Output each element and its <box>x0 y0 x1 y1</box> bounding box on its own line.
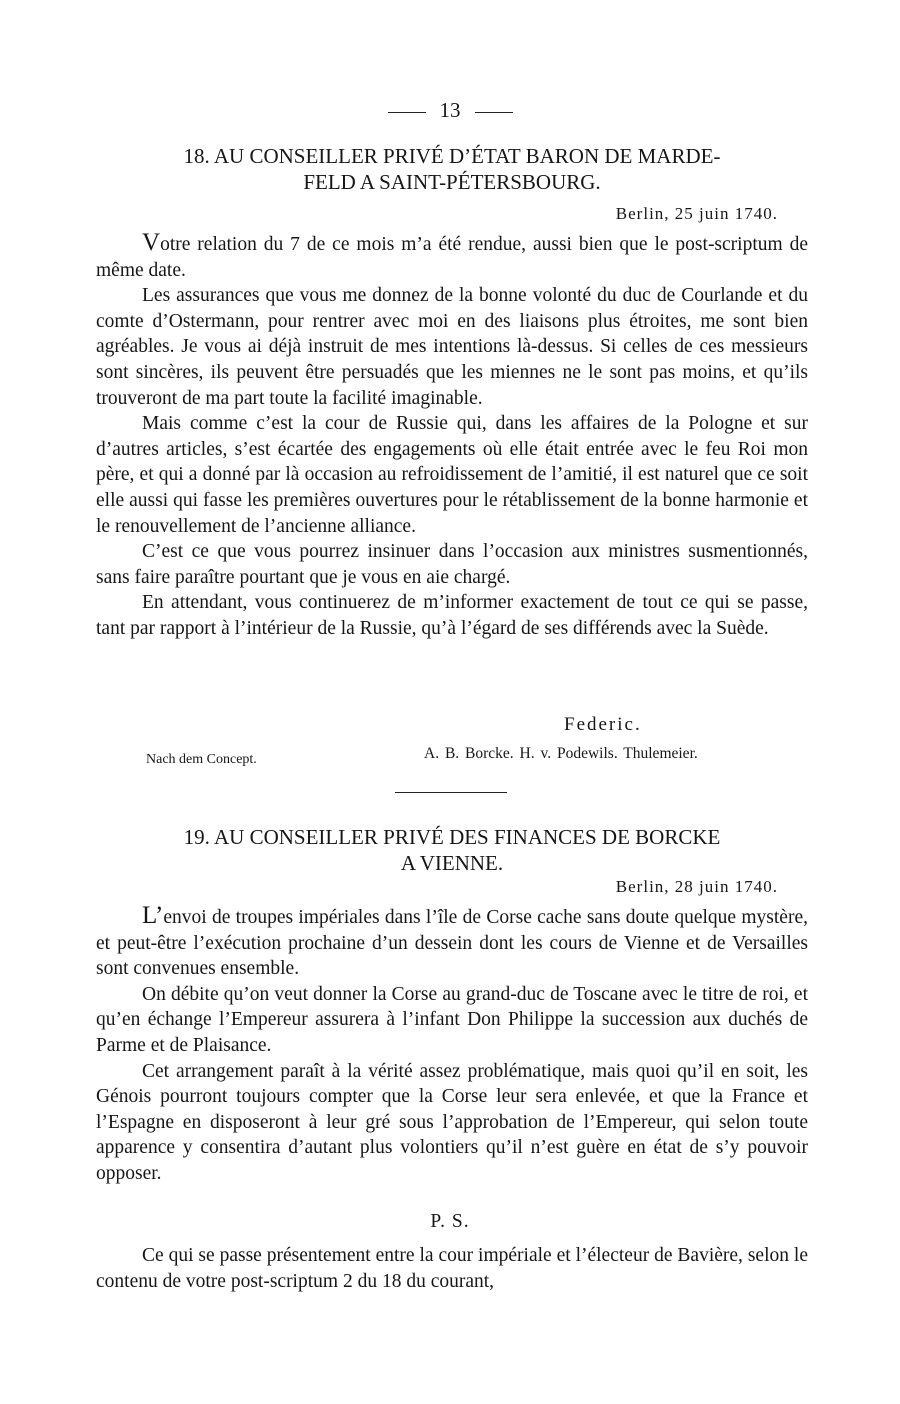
folio-dash-left <box>388 112 426 113</box>
letter-18-paragraph: C’est ce que vous pourrez insinuer dans l’occasion aux ministres susmentionnés, sans faire paraître pourtant que je vous en aie chargé. <box>96 541 808 588</box>
letter-18-body <box>96 230 808 642</box>
letter-19-body <box>96 903 808 1187</box>
letter-19-heading-line2: A VIENNE. <box>400 851 504 875</box>
letter-18-source-note: Nach dem Concept. <box>146 752 257 767</box>
letter-18-paragraph: Votre relation du 7 de ce mois m’a été rendue, aussi bien que le post-scriptum de même date. <box>96 229 808 281</box>
postscript-heading: P. S. <box>430 1211 470 1232</box>
folio-dash-right <box>475 112 513 113</box>
postscript-body <box>96 1243 808 1294</box>
letter-18-heading-line1: 18. AU CONSEILLER PRIVÉ D’ÉTAT BARON DE MARDE- <box>183 144 721 168</box>
letter-19-heading-line1: 19. AU CONSEILLER PRIVÉ DES FINANCES DE BORCKE <box>183 825 721 849</box>
letter-19-date: Berlin, 28 juin 1740. <box>615 877 778 896</box>
letter-18-signature: Federic. <box>564 714 642 735</box>
letter-18-date: Berlin, 25 juin 1740. <box>615 204 778 223</box>
letter-18-paragraph: En attendant, vous continuerez de m’informer exactement de tout ce qui se passe, tant par rapport à l’intérieur de la Russie, qu’à l’égard de ses différends avec la Suède. <box>96 592 808 639</box>
letter-18-paragraph: Les assurances que vous me donnez de la bonne volonté du duc de Courlande et du comte d’Ostermann, pour rentrer avec moi en des liaisons plus étroites, me sont bien agréables. Je vous ai déjà instruit de mes intentions là-dessus. Si celles de ces messieurs sont sincères, ils peuvent être persuadés que les miennes ne le sont pas moins, et qu’ils trouveront de ma part toute la facilité imaginable. <box>96 285 808 409</box>
letter-19-paragraph: L’envoi de troupes impériales dans l’île de Corse cache sans doute quelque mystère, et peut-être l’exécution prochaine d’un dessein dont les cours de Vienne et de Versailles sont convenues ensemble. <box>96 902 808 980</box>
page-number <box>0 96 900 124</box>
section-divider <box>395 792 507 793</box>
letter-19-paragraph: On débite qu’on veut donner la Corse au grand-duc de Toscane avec le titre de roi, et qu’en échange l’Empereur assurera à l’infant Don Philippe la succession aux duchés de Parme et de Plaisance. <box>96 983 808 1056</box>
letter-19-paragraph: Cet arrangement paraît à la vérité assez problématique, mais quoi qu’il en soit, les Génois pourront toujours compter que la Corse leur sera enlevée, et que la France et l’Espagne en disposeront à leur gré sous l’approbation de l’Empereur, qui selon toute apparence y consentira d’autant plus volontiers qu’il n’est guère en état de s’y pouvoir opposer. <box>96 1060 808 1184</box>
page-number-text: 13 <box>439 98 461 122</box>
letter-19-heading <box>96 824 808 876</box>
letter-18-heading-line2: FELD A SAINT-PÉTERSBOURG. <box>303 170 601 194</box>
letter-18-heading <box>96 143 808 195</box>
letter-18-cosigners: A. B. Borcke. H. v. Podewils. Thulemeier. <box>424 745 698 762</box>
letter-18-paragraph: Mais comme c’est la cour de Russie qui, dans les affaires de la Pologne et sur d’autres articles, s’est écartée des engagements où elle était entrée avec le feu Roi mon père, et qui a donné par là occasion au refroidissement de l’amitié, il est naturel que ce soit elle aussi qui fasse les premières ouvertures pour le rétablissement de la bonne harmonie et le renouvellement de l’ancienne alliance. <box>96 413 808 537</box>
postscript-paragraph: Ce qui se passe présentement entre la cour impériale et l’électeur de Bavière, selon le contenu de votre post-scriptum 2 du 18 du courant, <box>96 1245 808 1292</box>
